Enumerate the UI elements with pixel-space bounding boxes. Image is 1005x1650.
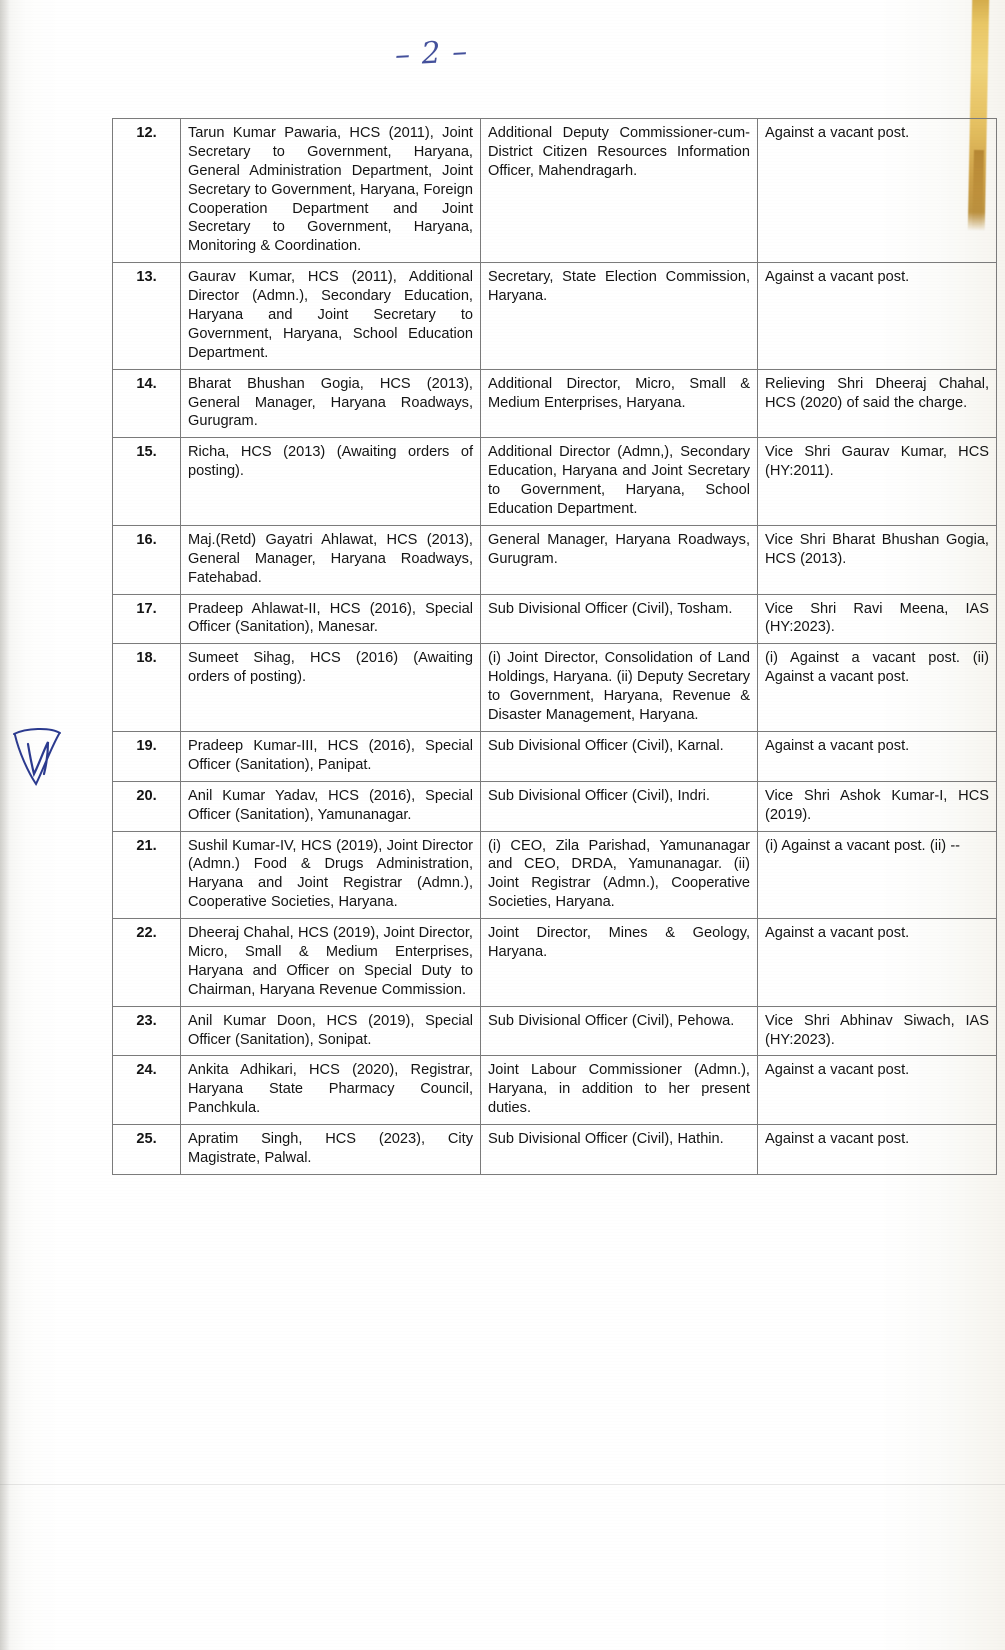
table-row — [113, 1006, 997, 1056]
cell-remarks — [758, 919, 997, 1007]
cell-remarks — [758, 369, 997, 438]
cell-serial — [113, 644, 181, 732]
cell-officer — [181, 1056, 481, 1125]
cell-posting — [481, 731, 758, 781]
remarks-text: (i) Against a vacant post. (ii) -- — [765, 837, 961, 854]
cell-posting — [481, 1006, 758, 1056]
remarks-text: Vice Shri Ashok Kumar-I, HCS (2019). — [765, 787, 989, 823]
cell-officer — [181, 525, 481, 594]
cell-remarks — [758, 1125, 997, 1175]
cell-officer — [181, 731, 481, 781]
cell-remarks — [758, 594, 997, 644]
posting-text: Secretary, State Election Commission, Haryana. — [488, 269, 750, 305]
cell-posting — [481, 781, 758, 831]
cell-officer — [181, 1125, 481, 1175]
page-fold-line — [0, 1484, 1005, 1485]
cell-officer — [181, 831, 481, 919]
remarks-text: Vice Shri Bharat Bhushan Gogia, HCS (2013). — [765, 531, 989, 567]
remarks-text: (i) Against a vacant post. (ii) Against a vacant post. — [765, 650, 989, 686]
officer-text: Gaurav Kumar, HCS (2011), Additional Director (Admn.), Secondary Education, Haryana and Joint Secretary to Government, Haryana, School Education Department. — [188, 269, 473, 361]
cell-posting — [481, 525, 758, 594]
serial-number: 16. — [136, 531, 157, 548]
cell-posting — [481, 119, 758, 263]
posting-text: Joint Labour Commissioner (Admn.), Haryana, in addition to her present duties. — [488, 1062, 750, 1117]
serial-number: 17. — [136, 600, 157, 617]
table-row — [113, 119, 997, 263]
cell-serial — [113, 119, 181, 263]
cell-officer — [181, 781, 481, 831]
cell-remarks — [758, 525, 997, 594]
cell-posting — [481, 594, 758, 644]
serial-number: 20. — [136, 787, 157, 804]
posting-text: Sub Divisional Officer (Civil), Hathin. — [488, 1131, 724, 1148]
table-row — [113, 1056, 997, 1125]
cell-officer — [181, 369, 481, 438]
remarks-text: Against a vacant post. — [765, 269, 910, 286]
cell-posting — [481, 438, 758, 526]
table-body — [113, 119, 997, 1175]
posting-text: (i) CEO, Zila Parishad, Yamunanagar and CEO, DRDA, Yamunanagar. (ii) Joint Registrar (Admn.), Cooperative Societies, Haryana. — [488, 837, 750, 911]
cell-remarks — [758, 1006, 997, 1056]
cell-officer — [181, 1006, 481, 1056]
cell-serial — [113, 525, 181, 594]
officer-text: Anil Kumar Yadav, HCS (2016), Special Officer (Sanitation), Yamunanagar. — [188, 787, 473, 823]
cell-remarks — [758, 119, 997, 263]
serial-number: 13. — [136, 269, 157, 286]
posting-text: (i) Joint Director, Consolidation of Land Holdings, Haryana. (ii) Deputy Secretary to Government, Haryana, Revenue & Disaster Management, Haryana. — [488, 650, 750, 724]
cell-posting — [481, 1056, 758, 1125]
cell-posting — [481, 263, 758, 369]
cell-remarks — [758, 781, 997, 831]
cell-serial — [113, 438, 181, 526]
remarks-text: Against a vacant post. — [765, 125, 910, 141]
officer-text: Bharat Bhushan Gogia, HCS (2013), General Manager, Haryana Roadways, Gurugram. — [188, 375, 473, 430]
table-row — [113, 731, 997, 781]
officer-text: Richa, HCS (2013) (Awaiting orders of posting). — [188, 444, 473, 480]
cell-officer — [181, 644, 481, 732]
cell-serial — [113, 731, 181, 781]
posting-text: Additional Director (Admn,), Secondary Education, Haryana and Joint Secretary to Government, Haryana, School Education Department. — [488, 444, 750, 518]
table-row — [113, 369, 997, 438]
officer-text: Maj.(Retd) Gayatri Ahlawat, HCS (2013), General Manager, Haryana Roadways, Fatehabad. — [188, 531, 473, 586]
posting-text: Sub Divisional Officer (Civil), Karnal. — [488, 737, 724, 754]
page-number-handwritten: – 2 – — [394, 34, 470, 73]
cell-serial — [113, 263, 181, 369]
cell-posting — [481, 919, 758, 1007]
officer-text: Sushil Kumar-IV, HCS (2019), Joint Director (Admn.) Food & Drugs Administration, Haryana and Joint Registrar (Admn.), Cooperative Societies, Haryana. — [188, 837, 473, 911]
cell-remarks — [758, 263, 997, 369]
posting-text: General Manager, Haryana Roadways, Gurugram. — [488, 531, 750, 567]
cell-remarks — [758, 1056, 997, 1125]
cell-serial — [113, 594, 181, 644]
table-row — [113, 644, 997, 732]
table-row — [113, 263, 997, 369]
table-row — [113, 438, 997, 526]
remarks-text: Vice Shri Abhinav Siwach, IAS (HY:2023). — [765, 1012, 989, 1048]
serial-number: 12. — [136, 125, 157, 141]
page-left-edge-shadow — [0, 0, 10, 1650]
officer-text: Ankita Adhikari, HCS (2020), Registrar, Haryana State Pharmacy Council, Panchkula. — [188, 1062, 473, 1117]
cell-remarks — [758, 831, 997, 919]
posting-text: Sub Divisional Officer (Civil), Pehowa. — [488, 1012, 735, 1029]
officer-text: Apratim Singh, HCS (2023), City Magistrate, Palwal. — [188, 1131, 473, 1166]
cell-officer — [181, 919, 481, 1007]
transfer-orders-table — [112, 118, 997, 1175]
cell-remarks — [758, 731, 997, 781]
cell-serial — [113, 1056, 181, 1125]
transfer-orders-table-container — [112, 118, 989, 1175]
officer-text: Dheeraj Chahal, HCS (2019), Joint Director, Micro, Small & Medium Enterprises, Haryana and Officer on Special Duty to Chairman, Haryana Revenue Commission. — [188, 925, 473, 998]
serial-number: 14. — [136, 375, 157, 392]
serial-number: 23. — [136, 1012, 157, 1029]
posting-text: Sub Divisional Officer (Civil), Tosham. — [488, 600, 733, 617]
officer-text: Pradeep Ahlawat-II, HCS (2016), Special Officer (Sanitation), Manesar. — [188, 600, 473, 636]
cell-remarks — [758, 438, 997, 526]
posting-text: Additional Deputy Commissioner-cum-District Citizen Resources Information Officer, Mahendragarh. — [488, 125, 750, 179]
cell-posting — [481, 831, 758, 919]
posting-text: Additional Director, Micro, Small & Medium Enterprises, Haryana. — [488, 375, 750, 411]
table-row — [113, 919, 997, 1007]
officer-text: Tarun Kumar Pawaria, HCS (2011), Joint Secretary to Government, Haryana, General Administration Department, Joint Secretary to Government, Haryana, Foreign Cooperation Department and Joint Secretary to Government, Haryana, Monitoring & Coordination. — [188, 125, 473, 255]
remarks-text: Vice Shri Ravi Meena, IAS (HY:2023). — [765, 600, 989, 636]
table-row — [113, 525, 997, 594]
cell-serial — [113, 919, 181, 1007]
serial-number: 25. — [136, 1131, 157, 1148]
remarks-text: Against a vacant post. — [765, 1131, 910, 1148]
serial-number: 19. — [136, 737, 157, 754]
cell-posting — [481, 1125, 758, 1175]
officer-text: Anil Kumar Doon, HCS (2019), Special Officer (Sanitation), Sonipat. — [188, 1012, 473, 1048]
table-row — [113, 594, 997, 644]
cell-officer — [181, 263, 481, 369]
officer-text: Pradeep Kumar-III, HCS (2016), Special Officer (Sanitation), Panipat. — [188, 737, 473, 773]
cell-posting — [481, 369, 758, 438]
serial-number: 18. — [136, 650, 157, 667]
remarks-text: Against a vacant post. — [765, 1062, 910, 1079]
cell-posting — [481, 644, 758, 732]
cell-officer — [181, 119, 481, 263]
remarks-text: Vice Shri Gaurav Kumar, HCS (HY:2011). — [765, 444, 989, 480]
remarks-text: Against a vacant post. — [765, 737, 910, 754]
table-row — [113, 781, 997, 831]
serial-number: 21. — [136, 837, 157, 854]
cell-officer — [181, 438, 481, 526]
table-row — [113, 1125, 997, 1175]
remarks-text: Relieving Shri Dheeraj Chahal, HCS (2020) of said the charge. — [765, 375, 989, 411]
serial-number: 24. — [136, 1062, 157, 1079]
cell-serial — [113, 369, 181, 438]
cell-officer — [181, 594, 481, 644]
posting-text: Joint Director, Mines & Geology, Haryana. — [488, 925, 750, 960]
cell-serial — [113, 781, 181, 831]
cell-serial — [113, 831, 181, 919]
serial-number: 15. — [136, 444, 157, 461]
cell-serial — [113, 1006, 181, 1056]
remarks-text: Against a vacant post. — [765, 925, 910, 942]
posting-text: Sub Divisional Officer (Civil), Indri. — [488, 787, 710, 804]
cell-serial — [113, 1125, 181, 1175]
table-row — [113, 831, 997, 919]
officer-text: Sumeet Sihag, HCS (2016) (Awaiting orders of posting). — [188, 650, 473, 686]
cell-remarks — [758, 644, 997, 732]
serial-number: 22. — [136, 925, 157, 942]
